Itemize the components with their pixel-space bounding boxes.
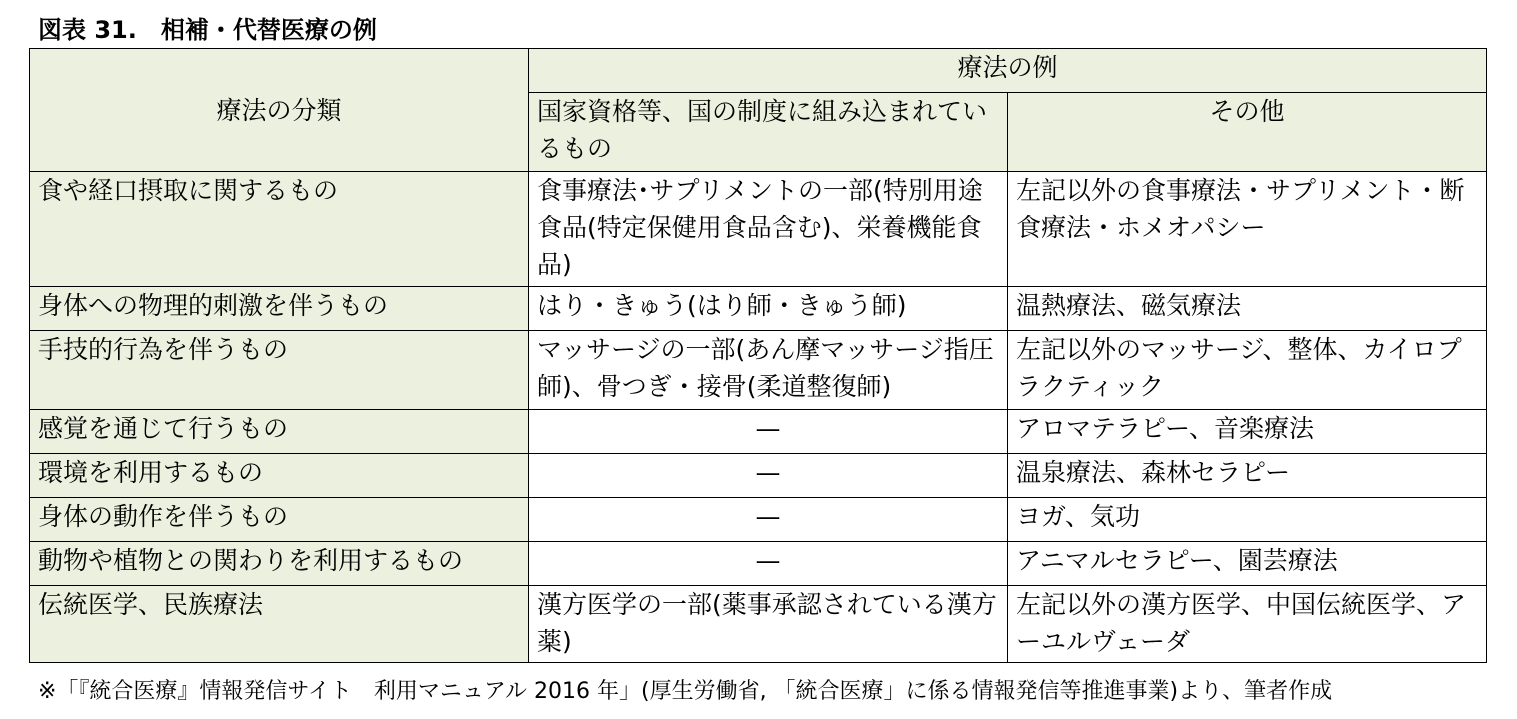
other-cell bbox=[1008, 542, 1487, 586]
other-text: 左記以外の漢方医学、中国伝統医学、アーユルヴェーダ bbox=[1016, 590, 1467, 656]
category-cell bbox=[30, 331, 529, 410]
category-cell bbox=[30, 287, 529, 331]
other-cell bbox=[1008, 410, 1487, 454]
national-cell bbox=[529, 410, 1008, 454]
other-text: アニマルセラピー、園芸療法 bbox=[1016, 546, 1338, 575]
table-row bbox=[30, 172, 1487, 287]
other-cell bbox=[1008, 287, 1487, 331]
other-text: ヨガ、気功 bbox=[1016, 502, 1141, 531]
other-text: 左記以外のマッサージ、整体、カイロプラクティック bbox=[1016, 335, 1462, 401]
category-cell bbox=[30, 586, 529, 663]
header-other-label: その他 bbox=[1209, 97, 1285, 126]
header-category bbox=[30, 49, 529, 172]
header-national bbox=[529, 93, 1008, 172]
national-text: マッサージの一部(あん摩マッサージ指圧師)、骨つぎ・接骨(柔道整復師) bbox=[537, 335, 994, 401]
other-cell bbox=[1008, 454, 1487, 498]
other-text: 温熱療法、磁気療法 bbox=[1016, 291, 1242, 320]
category-cell bbox=[30, 498, 529, 542]
national-text: 食事療法･サプリメントの一部(特別用途食品(特定保健用食品含む)、栄養機能食品) bbox=[537, 176, 983, 279]
category-text: 伝統医学、民族療法 bbox=[38, 590, 264, 619]
national-cell bbox=[529, 454, 1008, 498]
national-text: はり・きゅう(はり師・きゅう師) bbox=[537, 291, 907, 320]
table-row bbox=[30, 498, 1487, 542]
table-row bbox=[30, 454, 1487, 498]
national-cell bbox=[529, 542, 1008, 586]
header-other bbox=[1008, 93, 1487, 172]
other-text: アロマテラピー、音楽療法 bbox=[1016, 414, 1315, 443]
category-text: 動物や植物との関わりを利用するもの bbox=[38, 546, 464, 575]
figure-caption: 図表 31. 相補・代替医療の例 bbox=[38, 16, 377, 44]
category-cell bbox=[30, 454, 529, 498]
national-dash: — bbox=[755, 502, 781, 531]
therapy-table bbox=[29, 48, 1487, 663]
other-cell bbox=[1008, 586, 1487, 663]
other-text: 左記以外の食事療法・サプリメント・断食療法・ホメオパシー bbox=[1016, 176, 1465, 242]
table-header-row bbox=[30, 49, 1487, 93]
header-examples bbox=[529, 49, 1487, 93]
other-cell bbox=[1008, 172, 1487, 287]
category-cell bbox=[30, 172, 529, 287]
category-text: 環境を利用するもの bbox=[38, 458, 264, 487]
table-row bbox=[30, 586, 1487, 663]
source-note: ※「『統合医療』情報発信サイト 利用マニュアル 2016 年」(厚生労働省, 「統合医療」に係る情報発信等推進事業)より、筆者作成 bbox=[38, 679, 1333, 704]
table-row bbox=[30, 287, 1487, 331]
category-text: 身体の動作を伴うもの bbox=[38, 502, 289, 531]
national-text: 漢方医学の一部(薬事承認されている漢方薬) bbox=[537, 590, 997, 656]
table-row bbox=[30, 410, 1487, 454]
category-text: 食や経口摂取に関するもの bbox=[38, 176, 339, 205]
national-cell bbox=[529, 498, 1008, 542]
other-cell bbox=[1008, 498, 1487, 542]
other-text: 温泉療法、森林セラピー bbox=[1016, 458, 1291, 487]
other-cell bbox=[1008, 331, 1487, 410]
national-dash: — bbox=[755, 414, 781, 443]
national-dash: — bbox=[755, 458, 781, 487]
category-cell bbox=[30, 410, 529, 454]
category-text: 感覚を通じて行うもの bbox=[38, 414, 289, 443]
national-dash: — bbox=[755, 546, 781, 575]
header-category-label: 療法の分類 bbox=[216, 95, 342, 125]
national-cell bbox=[529, 586, 1008, 663]
national-cell bbox=[529, 287, 1008, 331]
category-text: 手技的行為を伴うもの bbox=[38, 335, 289, 364]
national-cell bbox=[529, 331, 1008, 410]
category-text: 身体への物理的刺激を伴うもの bbox=[38, 291, 389, 320]
national-cell bbox=[529, 172, 1008, 287]
category-cell bbox=[30, 542, 529, 586]
header-national-label: 国家資格等、国の制度に組み込まれているもの bbox=[537, 97, 988, 163]
table-row bbox=[30, 331, 1487, 410]
header-examples-label: 療法の例 bbox=[957, 53, 1058, 82]
table-row bbox=[30, 542, 1487, 586]
